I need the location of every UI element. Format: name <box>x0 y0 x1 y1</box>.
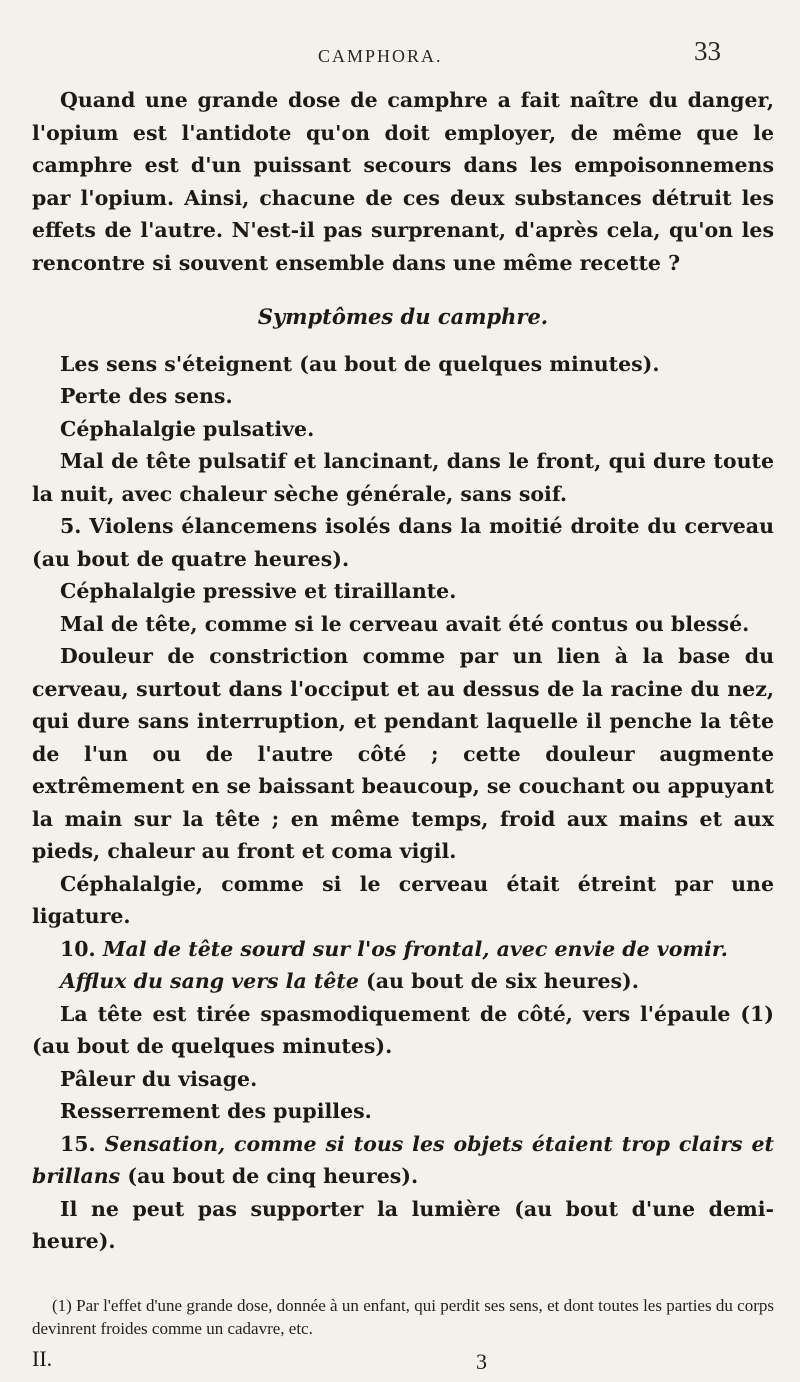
symptom-pressing-headache: Céphalalgie pressive et tiraillante. <box>60 579 457 603</box>
symptom-bruised-brain: Mal de tête, comme si le cerveau avait été contus ou blessé. <box>60 611 750 636</box>
symptom-number: 10. <box>60 936 103 961</box>
symptom-constriction-pain: Douleur de constriction comme par un lien à la base du cerveau, surtout dans l'occiput et au dessus de la racine du nez, qui dure sans interruption, et pendant laquelle il penche la tête de l'un ou de l'autre côté ; cette douleur augmente extrêmement en se baissant beaucoup, se couchant ou appuyant la main sur la tête ; en même temps, froid aux mains et aux pieds, chaleur au front et coma vigil. <box>32 644 774 863</box>
symptom-ligature-headache: Céphalalgie, comme si le cerveau était étreint par une ligature. <box>32 871 774 928</box>
body-text <box>32 84 774 1258</box>
running-title: CAMPHORA. <box>318 46 443 66</box>
paragraph-opium-antidote: Quand une grande dose de camphre a fait naître du danger, l'opium est l'antidote qu'on doit employer, de même que le camphre est d'un puissant secours dans les empoisonnemens par l'opium. Ainsi, chacune de ces deux substances détruit les effets de l'autre. N'est-il pas surprenant, d'après cela, qu'on les rencontre si souvent ensemble dans une même recette ? <box>32 88 774 275</box>
signature-number: 3 <box>476 1349 487 1374</box>
symptom-italic-text: Sensation, comme si tous les objets étaient trop clairs et brillans <box>32 1131 774 1188</box>
symptom-15-bright-objects <box>32 1128 774 1193</box>
symptom-senses-extinguish: Les sens s'éteignent (au bout de quelques minutes). <box>60 351 660 376</box>
symptom-10-dull-frontal-pain <box>32 933 774 966</box>
running-head <box>0 34 800 74</box>
symptom-blood-afflux <box>32 965 774 998</box>
symptom-italic-text: Mal de tête sourd sur l'os frontal, avec envie de vomir. <box>102 936 728 961</box>
symptom-frontal-pain: Mal de tête pulsatif et lancinant, dans le front, qui dure toute la nuit, avec chaleur sèche générale, sans soif. <box>32 449 774 506</box>
symptom-italic-text: Afflux du sang vers la tête <box>60 969 359 993</box>
footnote: (1) Par l'effet d'une grande dose, donnée à un enfant, qui perdit ses sens, et dont toutes les parties du corps devinrent froides comme un cadavre, etc. <box>32 1296 774 1338</box>
symptom-light-intolerance: Il ne peut pas supporter la lumière (au bout d'une demi-heure). <box>32 1196 774 1253</box>
symptom-timing: (au bout de cinq heures). <box>120 1164 419 1188</box>
symptom-loss-of-senses: Perte des sens. <box>60 384 233 408</box>
section-heading: Symptômes du camphre. <box>257 304 549 329</box>
symptom-5-stabbing-pains: 5. Violens élancemens isolés dans la moitié droite du cerveau (au bout de quatre heures). <box>32 514 774 571</box>
symptom-facial-pallor: Pâleur du visage. <box>60 1066 258 1091</box>
page-number: 33 <box>694 36 721 66</box>
signature-mark: II. <box>32 1346 53 1371</box>
symptom-number: 15. <box>60 1131 105 1156</box>
symptom-pupil-constriction: Resserrement des pupilles. <box>60 1099 372 1123</box>
symptom-timing: (au bout de six heures). <box>358 969 639 993</box>
symptom-head-drawn-sideways: La tête est tirée spasmodiquement de côté, vers l'épaule (1) (au bout de quelques minutes). <box>32 1001 774 1058</box>
symptom-pulsating-headache: Céphalalgie pulsative. <box>60 416 315 441</box>
